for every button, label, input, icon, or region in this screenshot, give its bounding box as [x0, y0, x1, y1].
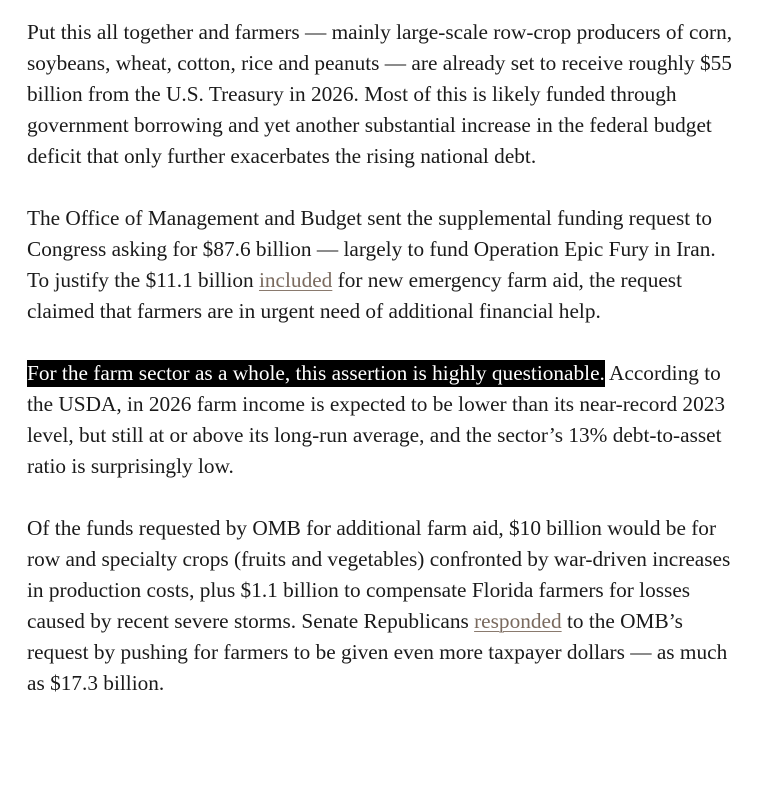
paragraph-2-text-after: for new emergency farm aid, the request claimed that farmers are in urgent need of additional financial help.: [27, 268, 683, 323]
paragraph-2-text-before: The Office of Management and Budget sent the supplemental funding request to Congress asking for $87.6 billion — largely to fund Operation Epic Fury in Iran. To justify the $11.1 billion: [27, 206, 716, 292]
paragraph-2: [27, 203, 739, 327]
article-body: [27, 17, 739, 730]
paragraph-4-text-after: to the OMB’s request by pushing for farmers to be given even more taxpayer dollars — as much as $17.3 billion.: [27, 609, 728, 695]
paragraph-3-text: According to the USDA, in 2026 farm income is expected to be lower than its near-record 2023 level, but still at or above its long-run average, and the sector’s 13% debt-to-asset ratio is surprisingly low.: [27, 361, 726, 478]
responded-link[interactable]: responded: [474, 609, 562, 633]
paragraph-4: [27, 513, 739, 699]
paragraph-4-text-before: Of the funds requested by OMB for additional farm aid, $10 billion would be for row and specialty crops (fruits and vegetables) confronted by war-driven increases in production costs, plus $1.1 billion to compensate Florida farmers for losses caused by recent severe storms. Senate Republicans: [27, 516, 731, 633]
included-link[interactable]: included: [258, 268, 333, 292]
paragraph-1-text: Put this all together and farmers — mainly large-scale row-crop producers of corn, soybeans, wheat, cotton, rice and peanuts — are already set to receive roughly $55 billion from the U.S. Treasury in 2026. Most of this is likely funded through government borrowing and yet another substantial increase in the federal budget deficit that only further exacerbates the rising national debt.: [27, 20, 733, 168]
highlighted-sentence: For the farm sector as a whole, this assertion is highly questionable.: [27, 361, 605, 385]
paragraph-3: [27, 358, 739, 482]
paragraph-1: [27, 17, 739, 172]
